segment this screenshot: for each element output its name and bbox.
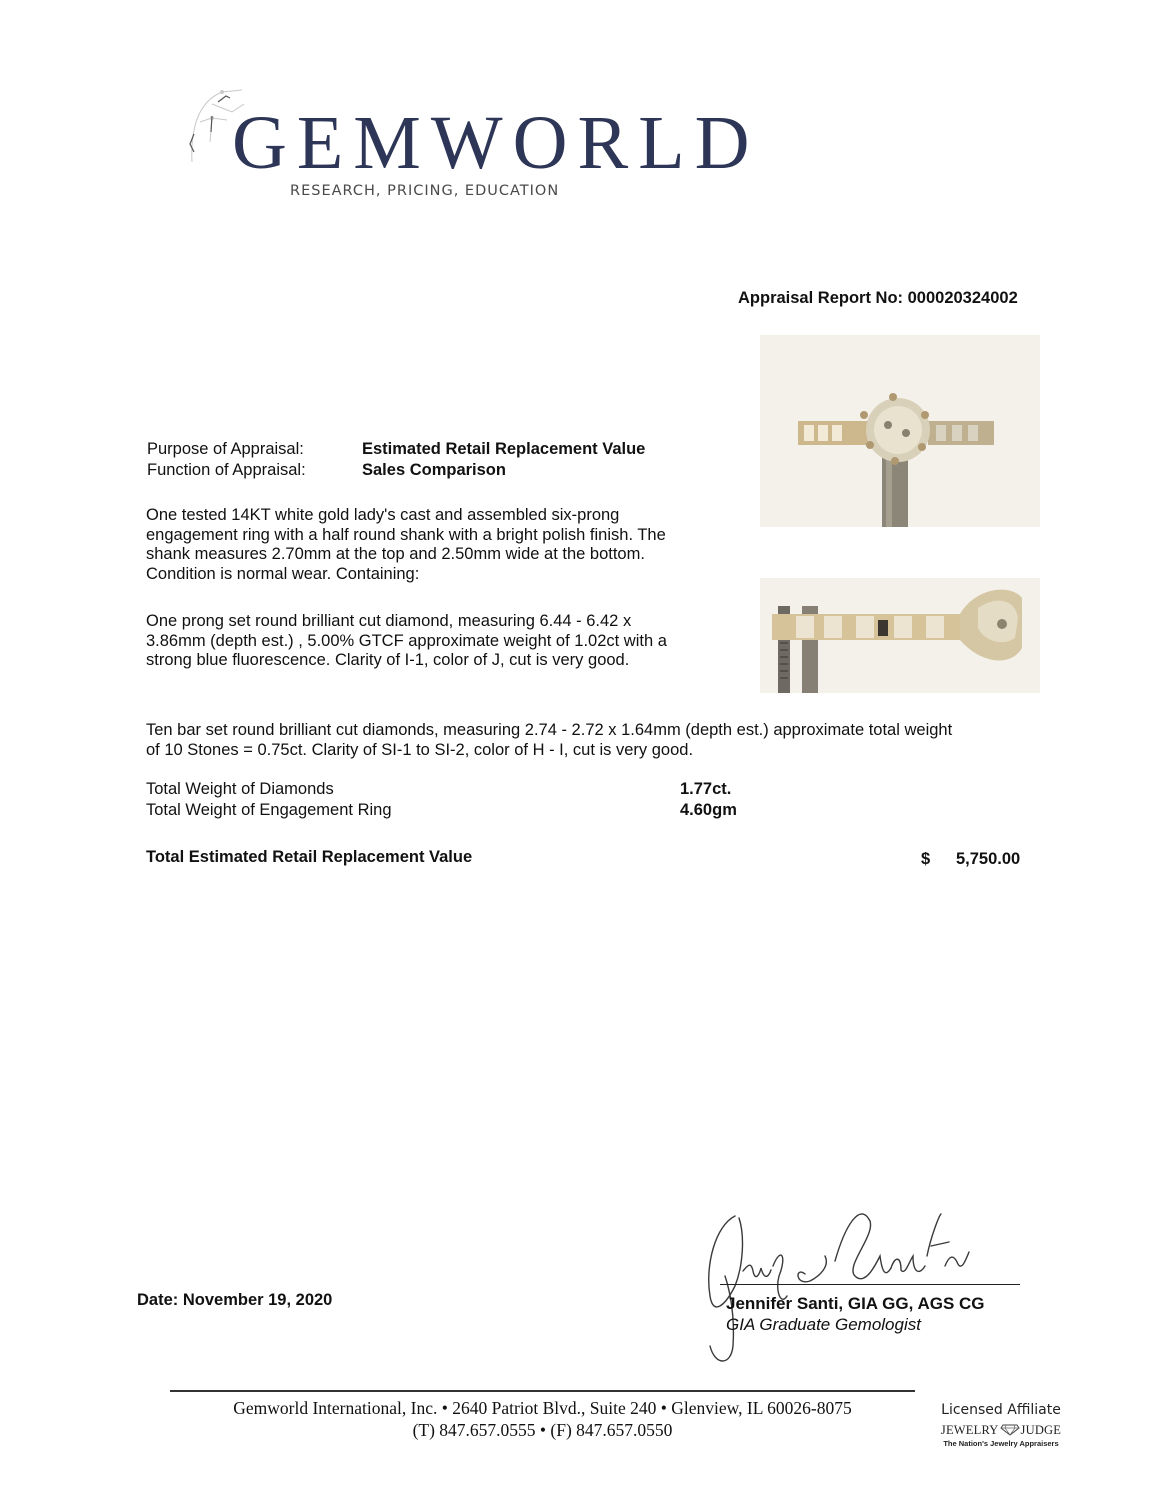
company-tagline: RESEARCH, PRICING, EDUCATION: [290, 183, 560, 199]
side-stones-description: Ten bar set round brilliant cut diamonds, measuring 2.74 - 2.72 x 1.64mm (depth est.) approximate total weight of 10 Stones = 0.75ct. Clarity of SI-1 to SI-2, color of H - I, cut is very good.: [146, 721, 953, 759]
jewelry-judge-logo: [941, 1421, 1061, 1439]
footer-address: Gemworld International, Inc. • 2640 Patriot Blvd., Suite 240 • Glenview, IL 60026-8075: [233, 1398, 852, 1418]
affiliate-section: [935, 1401, 1067, 1449]
signer-block: [726, 1293, 985, 1335]
function-value: Sales Comparison: [362, 461, 506, 479]
weight-totals-section: [146, 780, 737, 820]
total-value-currency: $: [921, 850, 931, 868]
center-stone-description: One prong set round brilliant cut diamond, measuring 6.44 - 6.42 x 3.86mm (depth est.) , 5.00% GTCF approximate weight of 1.02ct with a strong blue fluorescence. Clarity of I-1, color of J, cut is very good.: [146, 612, 667, 669]
total-value-amount: 5,750.00: [956, 850, 1021, 868]
function-label: Function of Appraisal:: [147, 461, 306, 479]
jewelry-judge-brand-left: JEWELRY: [940, 1423, 999, 1437]
total-diamonds-weight-value: 1.77ct.: [680, 780, 732, 798]
appraisal-purpose-section: [147, 440, 645, 480]
purpose-value: Estimated Retail Replacement Value: [362, 440, 646, 458]
appraisal-date: Date: November 19, 2020: [137, 1291, 333, 1309]
purpose-label: Purpose of Appraisal:: [147, 440, 304, 458]
total-diamonds-weight-label: Total Weight of Diamonds: [146, 780, 334, 798]
report-number-label: Appraisal Report No:: [738, 289, 904, 307]
total-ring-weight-value: 4.60gm: [680, 801, 737, 819]
signature-line: [720, 1284, 1020, 1285]
jewelry-judge-brand-right: JUDGE: [1020, 1423, 1062, 1437]
total-ring-weight-label: Total Weight of Engagement Ring: [146, 801, 392, 819]
signer-name: Jennifer Santi, GIA GG, AGS CG: [726, 1294, 985, 1313]
affiliate-tagline: The Nation's Jewelry Appraisers: [943, 1439, 1059, 1448]
signer-title: GIA Graduate Gemologist: [726, 1315, 921, 1334]
footer-contact: [170, 1397, 915, 1441]
diamond-icon: [1000, 1424, 1020, 1436]
footer-divider: [170, 1390, 915, 1392]
report-number-value: 000020324002: [907, 289, 1018, 307]
total-value-label: Total Estimated Retail Replacement Value: [146, 848, 473, 866]
ring-side-view-photo: [760, 578, 1040, 693]
affiliate-label: Licensed Affiliate: [941, 1402, 1061, 1418]
report-number-heading: [738, 288, 1018, 308]
company-logo-wordmark: GEMWORLD: [232, 101, 760, 185]
ring-top-view-photo: [760, 335, 1040, 527]
footer-phones: (T) 847.657.0555 • (F) 847.657.0550: [412, 1420, 673, 1440]
ring-description: One tested 14KT white gold lady's cast and assembled six-prong engagement ring with a half round shank with a bright polish finish. The shank measures 2.70mm at the top and 2.50mm wide at the bottom. Condition is normal wear. Containing:: [146, 506, 666, 583]
